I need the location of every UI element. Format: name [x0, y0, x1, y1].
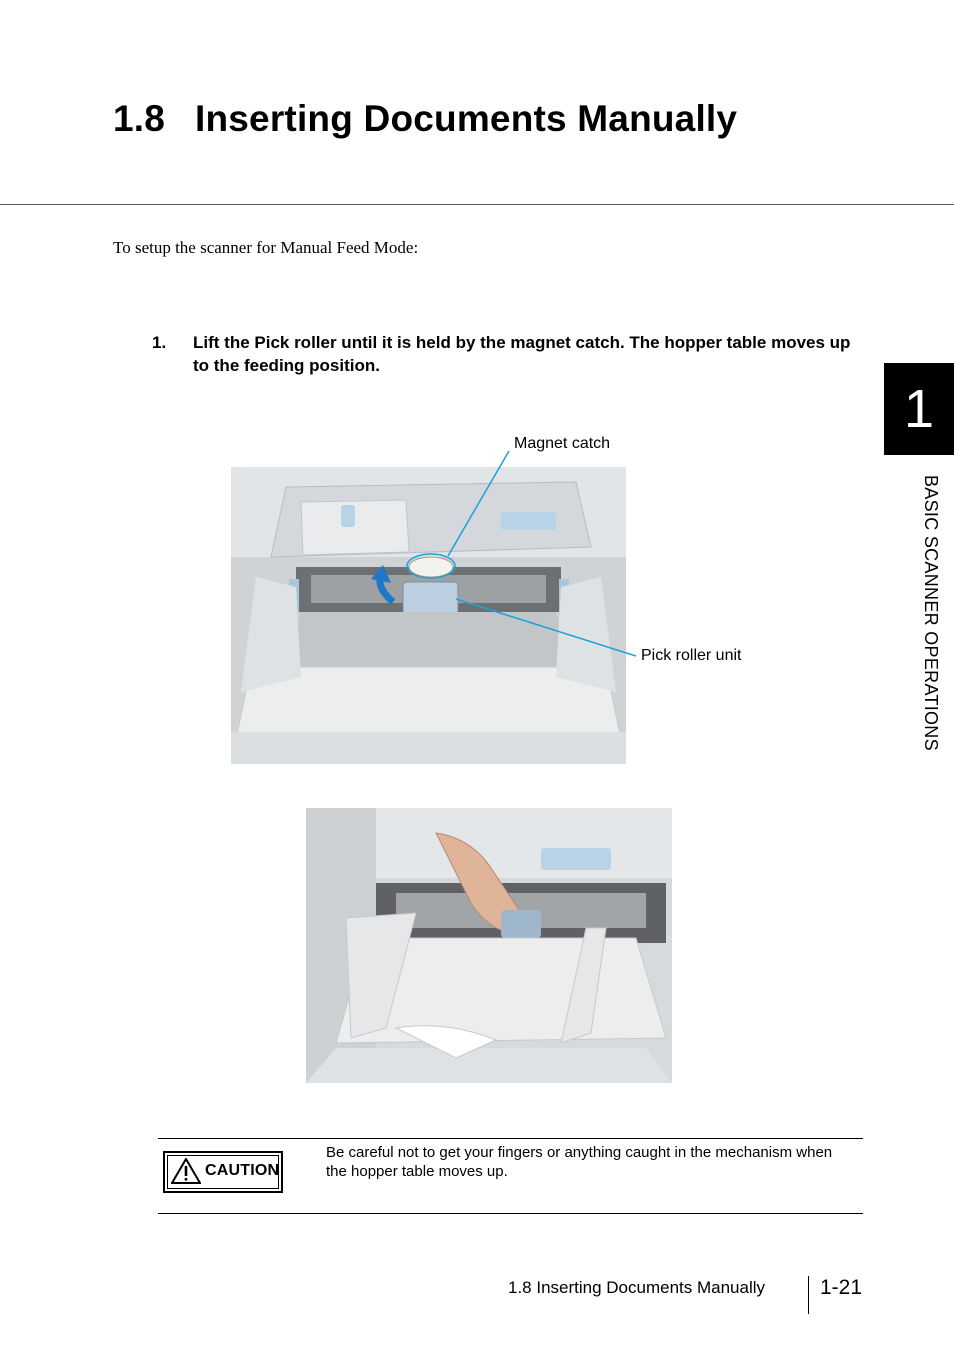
caution-label: CAUTION [205, 1162, 280, 1179]
callout-magnet-catch: Magnet catch [514, 435, 611, 452]
page-title [113, 98, 737, 140]
caution-badge [163, 1151, 283, 1193]
section-title: Inserting Documents Manually [195, 98, 738, 139]
scanner-photo-top [231, 467, 626, 764]
scanner-photo-hand [306, 808, 672, 1083]
caution-text: Be careful not to get your fingers or anything caught in the mechanism when the hopper table moves up. [326, 1144, 833, 1180]
title-rule [0, 204, 954, 205]
chapter-title-vertical: BASIC SCANNER OPERATIONS [921, 475, 941, 751]
step-text: Lift the Pick roller until it is held by the magnet catch. The hopper table moves up to the feeding position. [193, 333, 851, 375]
section-number: 1.8 [113, 98, 166, 139]
caution-top-rule [158, 1138, 863, 1139]
callout-pick-roller-unit: Pick roller unit [641, 647, 742, 664]
footer-section: 1.8 Inserting Documents Manually [508, 1278, 766, 1297]
warning-icon [171, 1158, 201, 1184]
chapter-tab: 1 [884, 363, 954, 455]
footer-divider [808, 1276, 809, 1314]
page-number: 1-21 [820, 1276, 863, 1299]
intro-text: To setup the scanner for Manual Feed Mode: [113, 238, 419, 257]
step-number: 1. [152, 333, 167, 352]
caution-bottom-rule [158, 1213, 863, 1214]
